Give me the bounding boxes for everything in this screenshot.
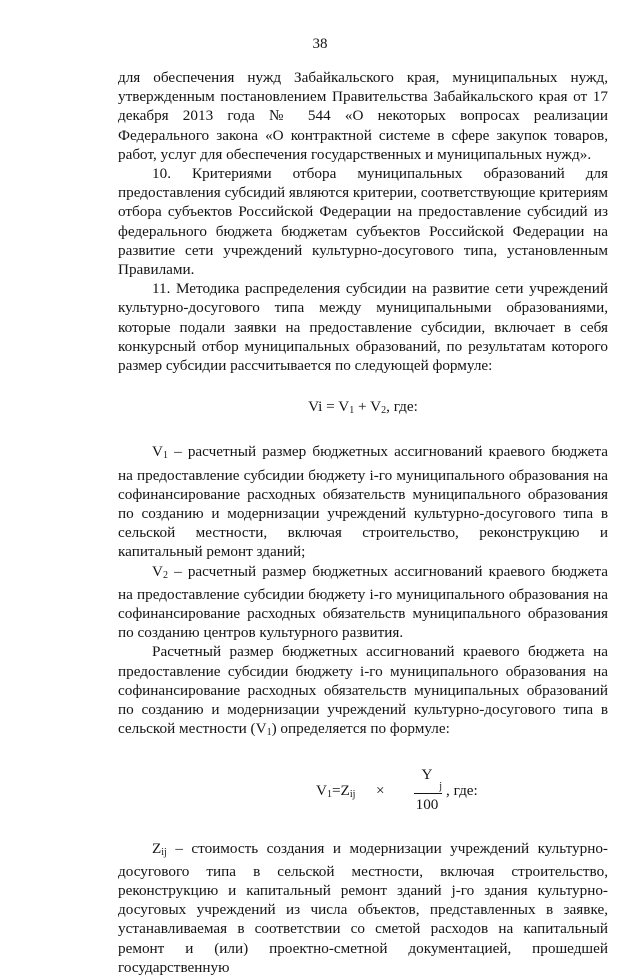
formula-vi: $Vi = V_1 + V_2$, где: xyxy=(308,398,418,417)
paragraph-11: 11. Методика распределения субсидии на развитие сети учреждений культурно-досугового типа между муниципальными образованиями, которые подали заявки на предоставление субсидии, включает в себя конкурсный отбор муниципальных образований, по результатам которого размер субсидии рассчитывается по следующей формуле: xyxy=(118,280,608,375)
page-number: 38 xyxy=(312,36,328,52)
formula-v1-tail: , где: xyxy=(446,781,478,799)
body-text xyxy=(118,68,608,977)
fraction-denominator: 100 xyxy=(415,795,439,813)
fraction-numerator: Y xyxy=(421,765,433,783)
definition-zij: $Z_{ij}$ – стоимость создания и модернизации учреждений культурно-досугового типа в сельской местности, включая строительство, реконструкцию и капитальный ремонт зданий j-го здания культурно-досуговых учреждений из числа объектов, представленных в заявке, устанавливаемая в соответствии со сметой расходов на капитальный ремонт и (или) проектно-сметной документацией, прошедшей государственную xyxy=(118,839,608,976)
paragraph-intro: для обеспечения нужд Забайкальского края, муниципальных нужд, утвержденным постановлением Правительства Забайкальского края от 17 декабря 2013 года № 544 «О некоторых вопросах реализации Федерального закона «О контрактной системе в сфере закупок товаров, работ, услуг для обеспечения государственных и муниципальных нужд». xyxy=(118,69,608,163)
definition-v2: $V_2$ – расчетный размер бюджетных ассигнований краевого бюджета на предоставление субсидии бюджету i-го муниципального образования на софинансирование расходных обязательств муниципального образования по созданию центров культурного развития. xyxy=(118,562,608,642)
times-sign: × xyxy=(376,781,385,799)
paragraph-calculation: Расчетный размер бюджетных ассигнований краевого бюджета на предоставление субсидии бюджету i-го муниципального образования на софинансирование расходных обязательств муниципальных образований по созданию и модернизации учреждений культурно-досугового типа в сельской местности $(V_1)$ определяется по формуле: xyxy=(118,643,608,739)
formula-v1 xyxy=(118,765,608,817)
formula-v1-lhs: $V_1=Z_{ij}$ xyxy=(316,781,356,800)
paragraph-10: 10. Критериями отбора муниципальных образований для предоставления субсидий являются критерии, соответствующие критериям отбора субъектов Российской Федерации на предоставление субсидий из федерального бюджета бюджетам субъектов Российской Федерации на развитие сети учреждений культурно-досугового типа, установленным Правилами. xyxy=(118,165,608,279)
fraction-bar: j xyxy=(414,781,442,794)
definition-v1: $V_1$ – расчетный размер бюджетных ассигнований краевого бюджета на предоставление субсидии бюджету i-го муниципального образования на софинансирование расходных обязательств муниципального образования по созданию и модернизации учреждений культурно-досугового типа в сельской местности, включая строительство, реконструкцию и капитальный ремонт зданий; xyxy=(118,443,608,561)
